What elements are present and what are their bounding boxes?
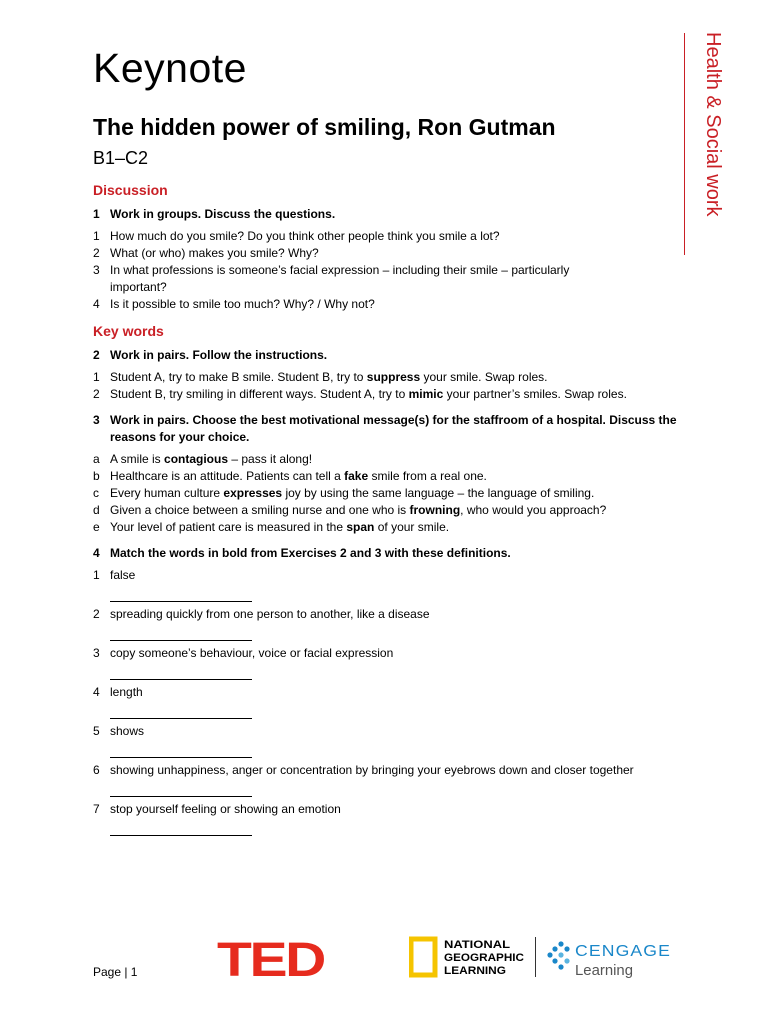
item-letter: e (93, 520, 100, 534)
instruction-text: Work in pairs. Follow the instructions. (110, 348, 328, 362)
ng-line-1: NATIONAL (444, 939, 511, 951)
list-item (93, 296, 683, 313)
list-item (93, 485, 683, 502)
item-letter: b (93, 469, 100, 483)
definition-text: showing unhappiness, anger or concentration by bringing your eyebrows down and closer together (110, 763, 634, 777)
item-number: 2 (93, 387, 100, 401)
item-number: 5 (93, 724, 100, 738)
cengage-line-2: Learning (575, 962, 633, 979)
item-text: In what professions is someone’s facial expression – including their smile – particularly important? (110, 263, 570, 294)
list-item (93, 228, 683, 245)
item-number: 7 (93, 802, 100, 816)
item-text: Given a choice between a smiling nurse and one who is frowning, who would you approach? (110, 503, 607, 517)
list-item (93, 245, 683, 262)
item-text: How much do you smile? Do you think other people think you smile a lot? (110, 229, 500, 243)
instruction-text: Match the words in bold from Exercises 2 and 3 with these definitions. (110, 546, 511, 560)
item-number: 1 (93, 229, 100, 243)
item-text: A smile is contagious – pass it along! (110, 452, 313, 466)
side-label (700, 32, 726, 257)
exercise-4-list (93, 567, 683, 836)
definition-item (93, 567, 683, 602)
item-number: 4 (93, 685, 100, 699)
ng-line-2: GEOGRAPHIC (444, 952, 525, 964)
definition-item (93, 801, 683, 836)
item-number: 1 (93, 370, 100, 384)
list-item (93, 519, 683, 536)
cengage-line-1: CENGAGE (575, 943, 671, 960)
item-text: Student A, try to make B smile. Student B, try to suppress your smile. Swap roles. (110, 370, 548, 384)
keyword: expresses (223, 486, 283, 500)
instruction-text: Work in pairs. Choose the best motivational message(s) for the staffroom of a hospital. Discuss the reasons for your choice. (110, 413, 677, 444)
item-number: 2 (93, 246, 100, 260)
definition-item (93, 723, 683, 758)
brand-title: Keynote (93, 45, 247, 91)
exercise-2-list (93, 369, 683, 403)
answer-blank[interactable] (110, 740, 252, 758)
cengage-logo (547, 938, 677, 980)
answer-blank[interactable] (110, 584, 252, 602)
definition-item (93, 645, 683, 680)
definition-item (93, 684, 683, 719)
exercise-number: 2 (93, 348, 100, 362)
keyword: contagious (164, 452, 229, 466)
list-item (93, 502, 683, 519)
national-geographic-logo (409, 936, 531, 978)
lesson-title: The hidden power of smiling, Ron Gutman (93, 114, 556, 140)
logo-divider (535, 937, 536, 977)
exercise-number: 4 (93, 546, 100, 560)
keyword: suppress (366, 370, 421, 384)
item-number: 2 (93, 607, 100, 621)
exercise-number: 1 (93, 207, 100, 221)
ng-line-3: LEARNING (444, 965, 506, 977)
definition-text: length (110, 685, 143, 699)
exercise-3-list (93, 451, 683, 536)
item-text: Every human culture expresses joy by using the same language – the language of smiling. (110, 486, 595, 500)
keyword: frowning (409, 503, 461, 517)
keyword: mimic (408, 387, 444, 401)
item-letter: c (93, 486, 99, 500)
definition-text: spreading quickly from one person to another, like a disease (110, 607, 430, 621)
definition-text: copy someone’s behaviour, voice or facial expression (110, 646, 394, 660)
definition-item (93, 762, 683, 797)
ted-logo-text: TED (217, 936, 325, 980)
answer-blank[interactable] (110, 701, 252, 719)
item-text: Student B, try smiling in different ways. Student A, try to mimic your partner’s smiles. Swap roles. (110, 387, 627, 401)
item-letter: d (93, 503, 100, 517)
list-item (93, 369, 683, 386)
definition-text: false (110, 568, 136, 582)
answer-blank[interactable] (110, 779, 252, 797)
exercise-number: 3 (93, 413, 100, 427)
item-number: 4 (93, 297, 100, 311)
item-text: Healthcare is an attitude. Patients can tell a fake smile from a real one. (110, 469, 487, 483)
answer-blank[interactable] (110, 623, 252, 641)
list-item (93, 386, 683, 403)
keywords-heading: Key words (93, 323, 164, 339)
exercise-2-instruction (93, 347, 683, 364)
instruction-text: Work in groups. Discuss the questions. (110, 207, 336, 221)
exercise-4-instruction (93, 545, 683, 562)
content (93, 180, 683, 840)
answer-blank[interactable] (110, 818, 252, 836)
answer-blank[interactable] (110, 662, 252, 680)
item-letter: a (93, 452, 100, 466)
list-item (93, 468, 683, 485)
ted-logo (217, 936, 327, 980)
item-number: 6 (93, 763, 100, 777)
keyword: span (346, 520, 375, 534)
discussion-heading: Discussion (93, 182, 168, 198)
item-text: Is it possible to smile too much? Why? / Why not? (110, 297, 375, 311)
side-label-text: Health & Social work (702, 32, 724, 217)
item-number: 3 (93, 263, 100, 277)
discussion-list (93, 228, 683, 313)
exercise-3-instruction (93, 412, 683, 446)
definition-text: shows (110, 724, 145, 738)
exercise-1-instruction (93, 206, 683, 223)
side-divider (684, 33, 685, 255)
keyword: fake (344, 469, 369, 483)
item-number: 3 (93, 646, 100, 660)
item-number: 1 (93, 568, 100, 582)
item-text: What (or who) makes you smile? Why? (110, 246, 319, 260)
definition-text: stop yourself feeling or showing an emotion (110, 802, 341, 816)
list-item (93, 451, 683, 468)
definition-item (93, 606, 683, 641)
item-text: Your level of patient care is measured in the span of your smile. (110, 520, 450, 534)
list-item (93, 262, 683, 296)
page-number: Page | 1 (93, 965, 138, 979)
level-label: B1–C2 (93, 148, 149, 168)
cengage-mark-icon (547, 941, 569, 969)
